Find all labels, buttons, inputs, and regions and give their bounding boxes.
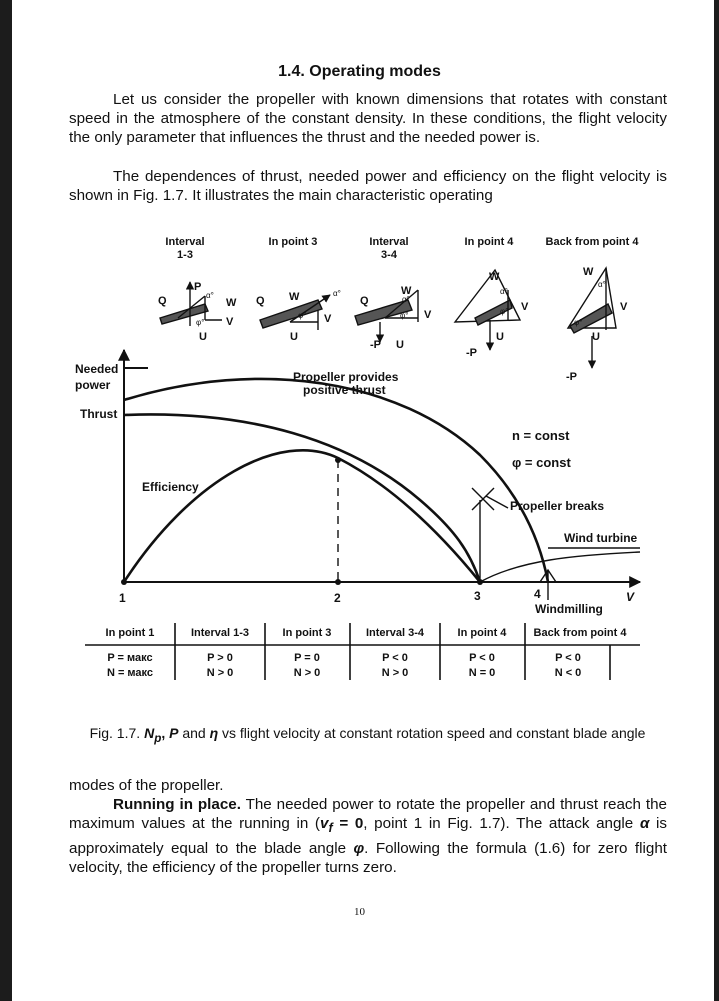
- vf-subscript: f: [328, 821, 333, 836]
- running-in-place-term: Running in place.: [113, 796, 241, 814]
- vec-v-3: V: [424, 309, 432, 321]
- axis-thrust: Thrust: [80, 407, 118, 421]
- label-interval-3-4-num: 3-4: [381, 249, 397, 261]
- vec-w-5: W: [583, 266, 594, 278]
- label-efficiency: Efficiency: [142, 480, 199, 494]
- axis-power: power: [75, 378, 111, 392]
- vec-q-1: Q: [158, 295, 167, 307]
- point-3-dot: [477, 579, 483, 585]
- table-header-6: Back from point 4: [533, 627, 627, 639]
- label-propeller-provides: Propeller provides: [293, 370, 399, 384]
- point-1-label: 1: [119, 591, 126, 605]
- modes-table: [106, 627, 628, 679]
- vec-u-4: U: [496, 331, 504, 343]
- table-header-4: Interval 3-4: [365, 627, 425, 639]
- vec-negp-4: -P: [466, 347, 477, 359]
- point-2-dot: [335, 579, 341, 585]
- table-n-2: N > 0: [206, 667, 234, 679]
- label-positive-thrust: positive thrust: [303, 383, 386, 397]
- caption-rest: vs flight velocity at constant rotation speed and constant blade angle: [222, 725, 646, 741]
- label-windmilling: Windmilling: [535, 602, 603, 616]
- alpha-3: α°: [402, 295, 410, 304]
- table-p-6: P < 0: [555, 652, 581, 664]
- point-dots: [121, 457, 483, 585]
- phi-5: φ°: [574, 318, 583, 327]
- vec-p-1: P: [194, 281, 202, 293]
- vec-v-1: V: [226, 316, 234, 328]
- vec-u-3: U: [396, 339, 404, 351]
- table-p-5: P < 0: [469, 652, 495, 664]
- closing-paragraph: [69, 776, 667, 877]
- triangle-in-point-4: [455, 270, 520, 350]
- vf-equals: = 0: [332, 815, 364, 833]
- label-interval-1-3-num: 1-3: [177, 249, 193, 261]
- thrust-curve: [124, 414, 480, 582]
- table-p-3: P = 0: [294, 652, 320, 664]
- vec-w-3: W: [401, 285, 412, 297]
- section-heading: 1.4. Operating modes: [278, 63, 441, 80]
- phi-1: φ°: [196, 318, 205, 327]
- curve-labels: [119, 370, 638, 616]
- table-header-2: Interval 1-3: [190, 627, 250, 639]
- windmill-curve: [480, 552, 640, 582]
- label-propeller-breaks: Propeller breaks: [510, 499, 605, 513]
- label-back-from-point-4: Back from point 4: [545, 236, 639, 248]
- table-header-1: In point 1: [105, 627, 155, 639]
- vec-u-2: U: [290, 331, 298, 343]
- vec-v-2: V: [324, 313, 332, 325]
- label-interval-1-3: Interval: [165, 236, 205, 248]
- mode-labels: [165, 236, 639, 261]
- alpha-4: α°: [500, 287, 508, 296]
- point-2-top-dot: [335, 457, 341, 463]
- vec-w-4: W: [489, 271, 500, 283]
- axis-velocity: V: [626, 590, 635, 604]
- table-n-6: N < 0: [554, 667, 582, 679]
- alpha-2: α°: [333, 289, 341, 298]
- table-p-2: P > 0: [207, 652, 233, 664]
- label-n-const: n = const: [512, 428, 570, 443]
- vec-negp-3: -P: [370, 339, 381, 351]
- table-n-3: N > 0: [293, 667, 321, 679]
- second-paragraph: The dependences of thrust, needed power and efficiency on the flight velocity is shown in Fig. 1.7. It illustrates the main characteristic operating: [69, 168, 667, 205]
- label-wind-turbine: Wind turbine: [564, 531, 638, 545]
- table-n-5: N = 0: [468, 667, 496, 679]
- caption-symbol-p: P: [169, 725, 179, 741]
- table-header-3: In point 3: [282, 627, 332, 639]
- caption-symbol-n-sub: p: [154, 731, 162, 745]
- intro-paragraph: Let us consider the propeller with known dimensions that rotates with constant speed in the atmosphere of the constant density. In these conditions, the flight velocity the only parameter that influences the thrust and the needed power is.: [69, 91, 667, 147]
- caption-symbol-n: N: [144, 725, 155, 741]
- closing-lead: modes of the propeller.: [69, 777, 224, 794]
- page-number: 10: [354, 906, 365, 918]
- closing-text-2: , point 1 in Fig. 1.7). The attack angle: [363, 815, 634, 833]
- windmill-icon: [540, 570, 556, 600]
- phi-3: φ°: [400, 311, 409, 320]
- curves: [124, 379, 640, 582]
- label-interval-3-4: Interval: [369, 236, 409, 248]
- table-n-1: N = макс: [106, 667, 154, 679]
- table-header-5: In point 4: [457, 627, 507, 639]
- vf-symbol: v: [319, 815, 329, 833]
- phi-symbol: φ: [353, 839, 365, 857]
- alpha-symbol: α: [639, 815, 650, 833]
- label-in-point-4: In point 4: [464, 236, 514, 248]
- vec-w-1: W: [226, 297, 237, 309]
- vec-q-2: Q: [256, 295, 265, 307]
- vec-negp-5: -P: [566, 371, 577, 383]
- closing-text-3: is approximately equal to the blade angle: [69, 815, 667, 857]
- caption-and: and: [182, 725, 206, 741]
- alpha-1: α°: [206, 291, 214, 300]
- vec-v-4: V: [521, 301, 529, 313]
- vec-u-5: U: [592, 331, 600, 343]
- figure-caption: [70, 721, 665, 751]
- alpha-5: α°: [598, 280, 606, 289]
- caption-symbol-eta: η: [209, 725, 219, 741]
- label-phi-const: φ = const: [512, 455, 571, 470]
- closing-text-4: . Following the formula (1.6) for zero flight velocity, the efficiency of the propeller turns zero.: [69, 839, 667, 876]
- point-1-dot: [121, 579, 127, 585]
- phi-2: φ°: [298, 311, 307, 320]
- phi-4: φ°: [500, 307, 509, 316]
- table-n-4: N > 0: [381, 667, 409, 679]
- vec-v-5: V: [620, 301, 628, 313]
- table-p-4: P < 0: [382, 652, 408, 664]
- closing-text-1: The needed power to rotate the propeller and thrust reach the maximum values at the running in (: [69, 796, 667, 833]
- vec-w-2: W: [289, 291, 300, 303]
- point-2-label: 2: [334, 591, 341, 605]
- markers: [338, 460, 640, 600]
- point-3-label: 3: [474, 589, 481, 603]
- axis-needed: Needed: [75, 362, 119, 376]
- caption-prefix: Fig. 1.7.: [89, 725, 141, 741]
- table-p-1: P = макс: [107, 652, 153, 664]
- label-in-point-3: In point 3: [268, 236, 318, 248]
- vector-labels: [158, 266, 628, 383]
- point-4-label: 4: [534, 587, 541, 601]
- vec-q-3: Q: [360, 295, 369, 307]
- triangle-interval-1-3: [160, 282, 222, 326]
- figure-1-7: [0, 222, 719, 692]
- efficiency-curve: [124, 450, 480, 582]
- caption-sep: ,: [161, 725, 166, 741]
- vec-u-1: U: [199, 331, 207, 343]
